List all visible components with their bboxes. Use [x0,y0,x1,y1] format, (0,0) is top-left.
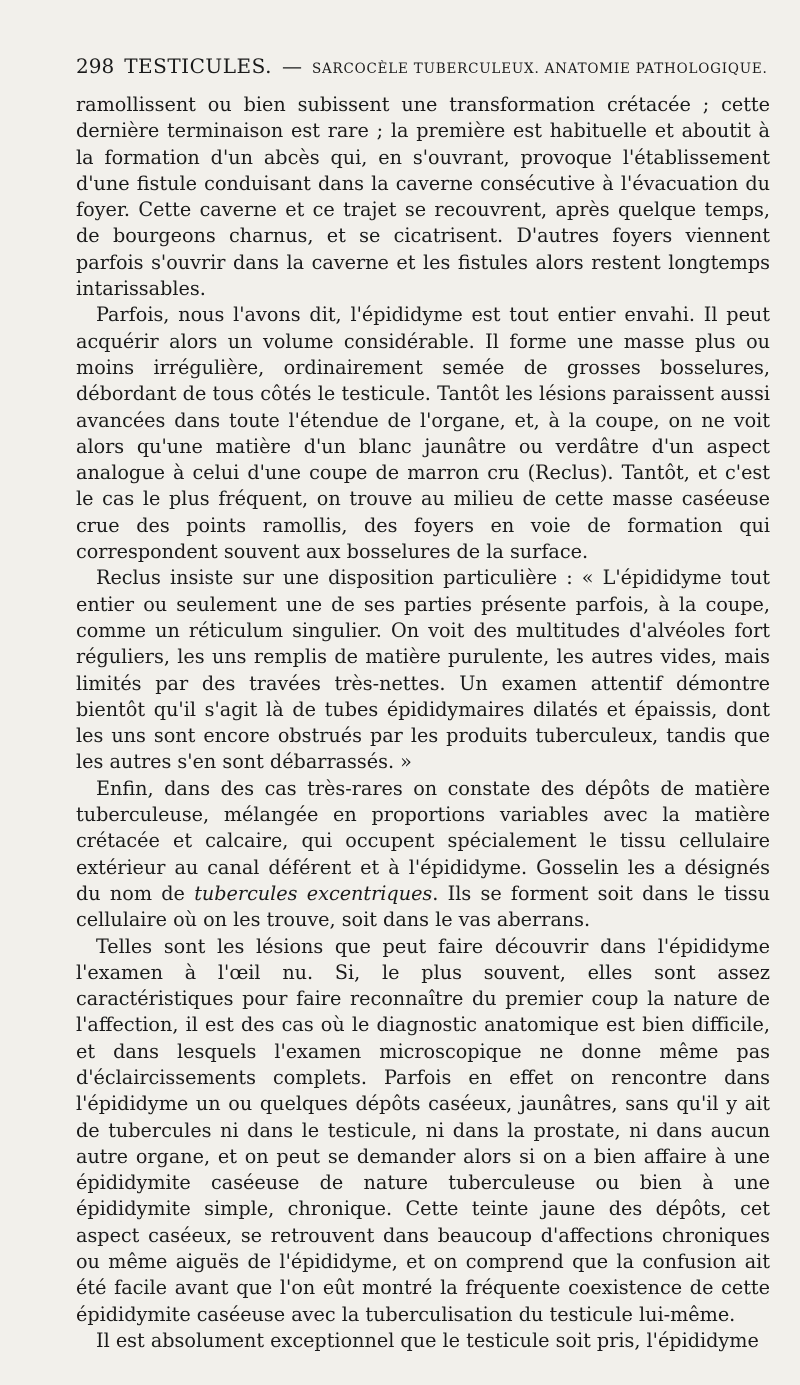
paragraph-text-before: Enfin, dans des cas très-rares on constate des dépôts de matière tuberculeuse, mélangée en proportions variables avec la matière crétacée et calcaire, qui occupent spécialement le tissu cellulaire extérieur au canal déférent et à l'épididyme. Gosselin les a désignés du nom de [76,776,770,905]
italic-term: tubercules excentriques [194,881,433,905]
paragraph-text-after: . Ils se forment soit dans le tissu cellulaire où on les trouve, soit dans le vas aberrans. [76,881,770,932]
page-number: 298 [76,54,115,78]
running-subtitle: SARCOCÈLE TUBERCULEUX. ANATOMIE PATHOLOGIQUE. [311,61,768,77]
paragraph-epididyme-envahi: Parfois, nous l'avons dit, l'épididyme est tout entier envahi. Il peut acquérir alors un volume considérable. Il forme une masse plus ou moins irrégulière, ordinairement semée de grosses bosselures, débordant de tous côtés le testicule. Tantôt les lésions paraissent aussi avancées dans toute l'étendue de l'organe, et, à la coupe, on ne voit alors qu'une matière d'un blanc jaunâtre ou verdâtre d'un aspect analogue à celui d'une coupe de marron cru (Reclus). Tantôt, et c'est le cas le plus fréquent, on trouve au milieu de cette masse caséeuse crue des points ramollis, des foyers en voie de formation qui correspondent souvent aux bosselures de la surface. [76,303,770,564]
header-dash: — [281,54,302,78]
paragraph-tubercules-excentriques [76,776,770,934]
paragraph-reclus-quote: Reclus insiste sur une disposition particulière : « L'épididyme tout entier ou seulement une de ses parties présente parfois, à la coupe, comme un réticulum singulier. On voit des multitudes d'alvéoles fort réguliers, les uns remplis de matière purulente, les autres vides, mais limités par des travées très-nettes. Un examen attentif démontre bientôt qu'il s'agit là de tubes épididymaires dilatés et épaissis, dont les uns sont encore obstrués par les produits tuberculeux, tandis que les autres s'en sont débarrassés. » [76,566,770,774]
paragraph-exceptionnel: Il est absolument exceptionnel que le testicule soit pris, l'épididyme [96,1328,759,1352]
paragraph-lesions-oeil-nu: Telles sont les lésions que peut faire découvrir dans l'épididyme l'examen à l'œil nu. Si, le plus souvent, elles sont assez caractéristiques pour faire reconnaître du premier coup la nature de l'affection, il est des cas où le diagnostic anatomique est bien difficile, et dans lesquels l'examen microscopique ne donne même pas d'éclaircissements complets. Parfois en effet on rencontre dans l'épididyme un ou quelques dépôts caséeux, jaunâtres, sans qu'il y ait de tubercules ni dans le testicule, ni dans la prostate, ni dans aucun autre organe, et on peut se demander alors si on a bien affaire à une épididymite caséeuse de nature tuberculeuse ou bien à une épididymite simple, chronique. Cette teinte jaune des dépôts, cet aspect caséeux, se retrouvent dans beaucoup d'affections chroniques ou même aiguës de l'épididyme, et on comprend que la confusion ait été facile avant que l'on eût montré la fréquente coexistence de cette épididymite caséeuse avec la tuberculisation du testicule lui-même. [76,934,770,1326]
paragraph-continued: ramollissent ou bien subissent une transformation crétacée ; cette dernière terminaison est rare ; la première est habituelle et aboutit à la formation d'un abcès qui, en s'ouvrant, provoque l'établissement d'une fistule conduisant dans la caverne consécutive à l'évacuation du foyer. Cette caverne et ce trajet se recouvrent, après quelque temps, de bourgeons charnus, et se cicatrisent. D'autres foyers viennent parfois s'ouvrir dans la caverne et les fistules alors restent longtemps intarissables. [76,93,770,301]
running-title: TESTICULES. [124,54,272,78]
running-header [76,54,770,88]
body-text [76,92,770,1354]
